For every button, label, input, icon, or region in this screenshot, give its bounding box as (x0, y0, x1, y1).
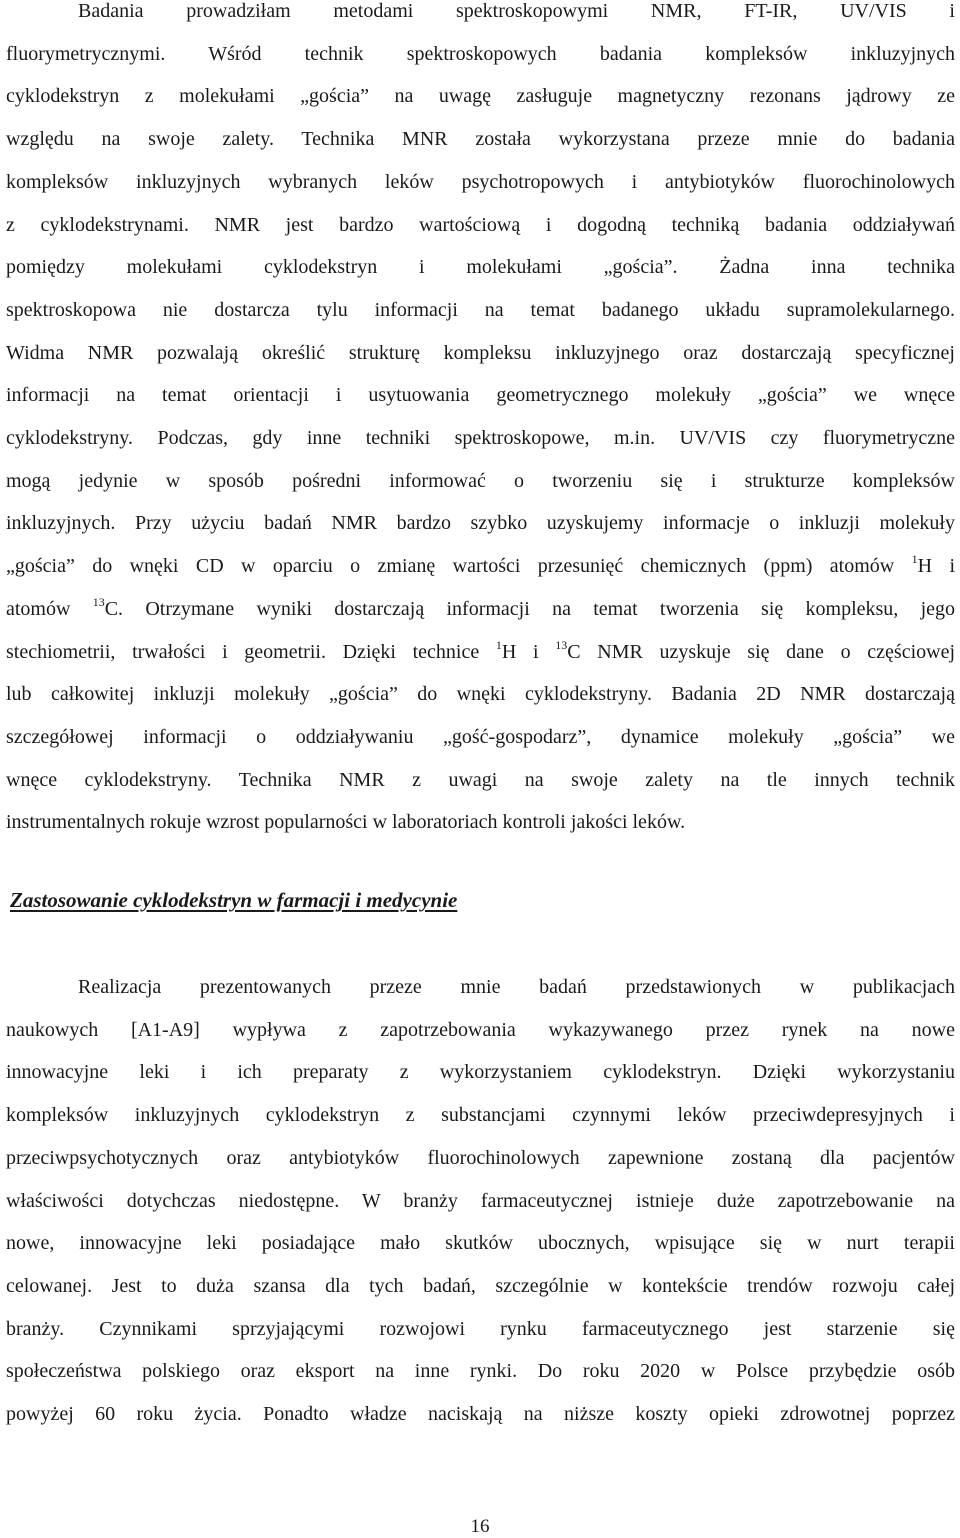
text-line: nowe, innowacyjne leki posiadające mało skutków ubocznych, wpisujące się w nurt terapii (6, 1232, 955, 1255)
superscript: 1 (495, 637, 502, 652)
text-line: społeczeństwa polskiego oraz eksport na inne rynki. Do roku 2020 w Polsce przybędzie osób (6, 1360, 955, 1383)
text-line: spektroskopowa nie dostarcza tylu informacji na temat badanego układu supramolekularnego. (6, 298, 955, 321)
superscript: 1 (911, 552, 918, 567)
text-line: instrumentalnych rokuje wzrost popularności w laboratoriach kontroli jakości leków. (6, 811, 686, 834)
text-line (6, 588, 955, 631)
text-line: powyżej 60 roku życia. Ponadto władze naciskają na niższe koszty opieki zdrowotnej poprzez (6, 1403, 955, 1426)
text-segment: atomów (6, 597, 93, 620)
text-line: z cyklodekstrynami. NMR jest bardzo wartościową i dogodną techniką badania oddziaływań (6, 213, 955, 236)
text-line: lub całkowitej inkluzji molekuły „gościa” do wnęki cyklodekstryny. Badania 2D NMR dostarczają (6, 683, 955, 706)
text-line: kompleksów inkluzyjnych cyklodekstryn z substancjami czynnymi leków przeciwdepresyjnych i (6, 1104, 955, 1127)
text-line: innowacyjne leki i ich preparaty z wykorzystaniem cyklodekstryn. Dzięki wykorzystaniu (6, 1061, 955, 1084)
document-page (6, 0, 956, 1426)
text-line: cyklodekstryn z molekułami „gościa” na uwagę zasługuje magnetyczny rezonans jądrowy ze (6, 85, 955, 108)
text-segment: C NMR uzyskuje się dane o częściowej (567, 640, 956, 663)
text-line: celowanej. Jest to duża szansa dla tych badań, szczególnie w kontekście trendów rozwoju całej (6, 1274, 955, 1297)
paragraph-pharmacy-applications (6, 966, 955, 1436)
text-line: przeciwpsychotycznych oraz antybiotyków fluorochinolowych zapewnione zostaną dla pacjentów (6, 1146, 955, 1169)
text-line: wnęce cyklodekstryny. Technika NMR z uwagi na swoje zalety na tle innych technik (6, 768, 955, 791)
text-segment: H i (917, 555, 955, 578)
section-heading: Zastosowanie cyklodekstryn w farmacji i medycynie (10, 888, 458, 912)
text-line: mogą jedynie w sposób pośredni informować o tworzeniu się i strukturze kompleksów (6, 469, 955, 492)
text-line: właściwości dotychczas niedostępne. W branży farmaceutycznej istnieje duże zapotrzebowanie na (6, 1189, 955, 1212)
text-line: pomiędzy molekułami cyklodekstryn i molekułami „gościa”. Żadna inna technika (6, 256, 955, 279)
text-line (6, 631, 955, 674)
text-line: cyklodekstryny. Podczas, gdy inne techniki spektroskopowe, m.in. UV/VIS czy fluorymetryczne (6, 427, 955, 450)
text-line: kompleksów inkluzyjnych wybranych leków psychotropowych i antybiotyków fluorochinolowych (6, 170, 955, 193)
paragraph-nmr-methods (6, 0, 955, 844)
text-line: Widma NMR pozwalają określić strukturę kompleksu inkluzyjnego oraz dostarczają specyficznej (6, 341, 955, 364)
text-line: naukowych [A1-A9] wypływa z zapotrzebowania wykazywanego przez rynek na nowe (6, 1018, 955, 1041)
text-line: szczegółowej informacji o oddziaływaniu „gość-gospodarz”, dynamice molekuły „gościa” we (6, 725, 955, 748)
text-segment: H i (501, 640, 556, 663)
text-line: Badania prowadziłam metodami spektroskopowymi NMR, FT-IR, UV/VIS i (78, 0, 955, 22)
page-number: 16 (470, 1516, 490, 1537)
text-line (6, 545, 955, 588)
superscript: 13 (555, 637, 568, 652)
text-segment: C. Otrzymane wyniki dostarczają informacji na temat tworzenia się kompleksu, jego (104, 597, 956, 620)
text-line: Realizacja prezentowanych przeze mnie badań przedstawionych w publikacjach (78, 976, 955, 998)
text-line: branży. Czynnikami sprzyjającymi rozwojowi rynku farmaceutycznego jest starzenie się (6, 1317, 955, 1340)
text-segment: „gościa” do wnęki CD w oparciu o zmianę wartości przesunięć chemicznych (ppm) atomów (6, 555, 912, 578)
superscript: 13 (92, 594, 105, 609)
text-line: względu na swoje zalety. Technika MNR została wykorzystana przeze mnie do badania (6, 128, 955, 151)
text-line: inkluzyjnych. Przy użyciu badań NMR bardzo szybko uzyskujemy informacje o inkluzji molekuły (6, 512, 955, 535)
text-line: informacji na temat orientacji i usytuowania geometrycznego molekuły „gościa” we wnęce (6, 384, 955, 407)
text-line: fluorymetrycznymi. Wśród technik spektroskopowych badania kompleksów inkluzyjnych (6, 42, 955, 65)
text-segment: stechiometrii, trwałości i geometrii. Dzięki technice (6, 640, 496, 663)
